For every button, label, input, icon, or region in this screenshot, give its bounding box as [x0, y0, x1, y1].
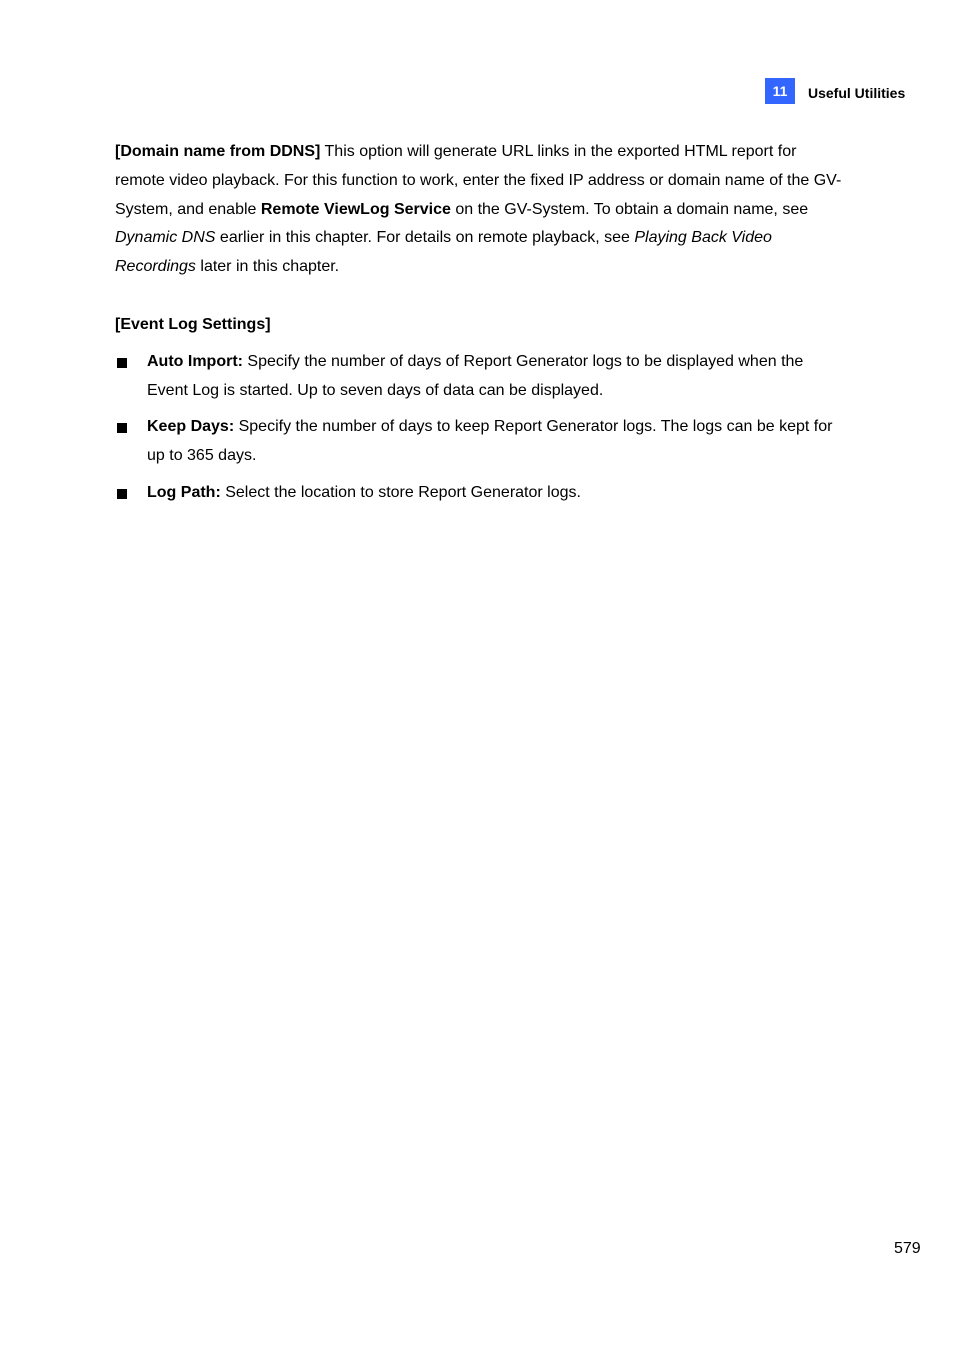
square-bullet-icon [117, 489, 127, 499]
square-bullet-icon [117, 358, 127, 368]
domain-option-label: [Domain name from DDNS] [115, 143, 321, 160]
auto-import-term: Auto Import: [147, 352, 243, 370]
square-bullet-icon [117, 423, 127, 433]
remote-viewlog-service-term: Remote ViewLog Service [260, 200, 451, 218]
list-item-auto-import [115, 348, 845, 406]
playing-back-reference: Playing Back Video Recordings [115, 229, 772, 276]
chapter-number-badge: 11 [765, 78, 795, 104]
domain-text-2: on the GV-System. To obtain a domain name, see [450, 200, 809, 218]
event-log-settings-list [115, 348, 845, 508]
domain-text-4: later in this chapter. [195, 258, 340, 276]
log-path-description: Select the location to store Report Generator logs. [220, 483, 581, 501]
list-item-keep-days [115, 413, 845, 471]
page-number: 579 [894, 1240, 921, 1257]
keep-days-term: Keep Days: [147, 418, 235, 436]
event-log-settings-heading: [Event Log Settings] [115, 315, 271, 333]
domain-text-3: earlier in this chapter. For details on remote playback, see [215, 229, 635, 247]
dynamic-dns-reference: Dynamic DNS [115, 229, 216, 247]
log-path-term: Log Path: [147, 483, 221, 501]
domain-name-paragraph [115, 138, 845, 282]
keep-days-description: Specify the number of days to keep Report Generator logs. The logs can be kept for up to 365 days. [147, 418, 833, 465]
chapter-title: Useful Utilities [808, 85, 906, 101]
page-content [115, 138, 845, 516]
domain-text-1: This option will generate URL links in the exported HTML report for remote video playback. For this function to work, enter the fixed IP address or domain name of the GV-System, and enable [115, 143, 842, 218]
list-item-log-path [115, 479, 845, 508]
auto-import-description: Specify the number of days of Report Generator logs to be displayed when the Event Log is started. Up to seven days of data can be displayed. [147, 352, 804, 399]
